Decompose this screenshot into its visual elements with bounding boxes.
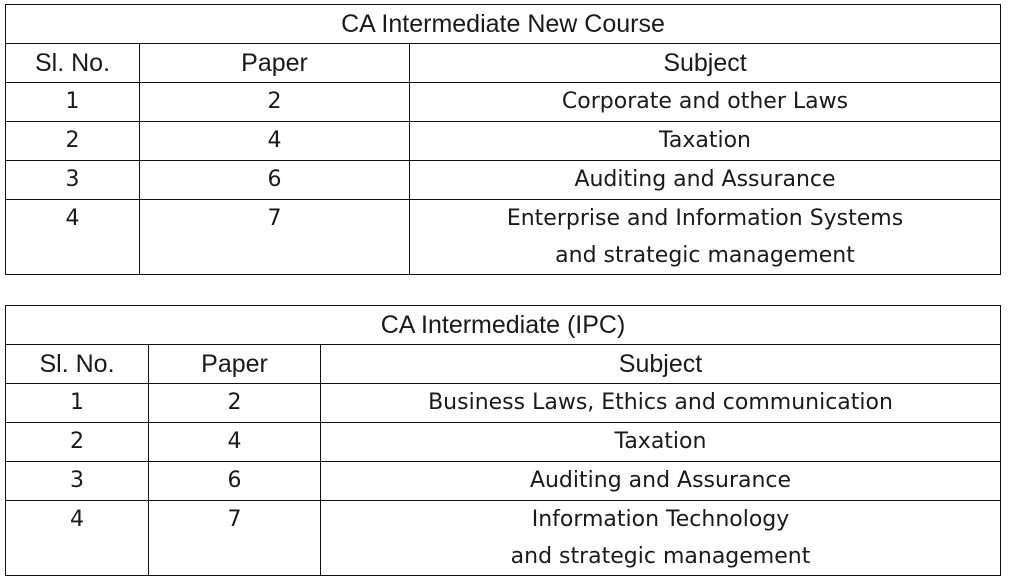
table-row (6, 501, 1001, 576)
table-row (6, 462, 1001, 501)
paper-cell: 6 (140, 161, 410, 200)
paper-cell: 7 (149, 501, 321, 576)
column-header-subject: Subject (321, 345, 1001, 384)
paper-cell: 2 (140, 83, 410, 122)
subject-cell (321, 501, 1001, 576)
table-row (6, 423, 1001, 462)
subject-text-continued: and strategic management (555, 243, 855, 268)
sl-no-cell: 2 (6, 122, 140, 161)
subject-text: Information Technology (531, 507, 790, 532)
table-title: CA Intermediate New Course (6, 5, 1001, 44)
table-title-row (6, 306, 1001, 345)
paper-cell: 7 (140, 200, 410, 275)
column-header-sl-no: Sl. No. (6, 345, 149, 384)
table-row (6, 122, 1001, 161)
sl-no-cell: 4 (6, 200, 140, 275)
sl-no-cell: 1 (6, 83, 140, 122)
subject-text: Business Laws, Ethics and communication (428, 390, 893, 415)
column-header-paper: Paper (149, 345, 321, 384)
ipc-course-table (5, 305, 1001, 576)
table-row (6, 161, 1001, 200)
subject-text: Auditing and Assurance (529, 468, 792, 493)
table-header-row (6, 44, 1001, 83)
subject-cell (410, 83, 1001, 122)
subject-text: Corporate and other Laws (561, 89, 849, 114)
subject-text-continued: and strategic management (510, 544, 811, 569)
subject-text: Enterprise and Information Systems (506, 206, 904, 231)
subject-cell (410, 122, 1001, 161)
table-row (6, 384, 1001, 423)
table-title: CA Intermediate (IPC) (6, 306, 1001, 345)
sl-no-cell: 3 (6, 462, 149, 501)
sl-no-cell: 1 (6, 384, 149, 423)
table-title-row (6, 5, 1001, 44)
column-header-subject: Subject (410, 44, 1001, 83)
sl-no-cell: 4 (6, 501, 149, 576)
new-course-table (5, 4, 1001, 275)
subject-cell (321, 384, 1001, 423)
column-header-paper: Paper (140, 44, 410, 83)
table-row (6, 200, 1001, 275)
sl-no-cell: 3 (6, 161, 140, 200)
sl-no-cell: 2 (6, 423, 149, 462)
paper-cell: 2 (149, 384, 321, 423)
subject-cell (321, 423, 1001, 462)
paper-cell: 4 (149, 423, 321, 462)
column-header-sl-no: Sl. No. (6, 44, 140, 83)
subject-text: Taxation (659, 128, 751, 153)
paper-cell: 4 (140, 122, 410, 161)
table-header-row (6, 345, 1001, 384)
subject-cell (410, 161, 1001, 200)
paper-cell: 6 (149, 462, 321, 501)
subject-cell (321, 462, 1001, 501)
subject-text: Auditing and Assurance (574, 167, 836, 192)
subject-cell (410, 200, 1001, 275)
subject-text: Taxation (614, 429, 707, 454)
table-row (6, 83, 1001, 122)
